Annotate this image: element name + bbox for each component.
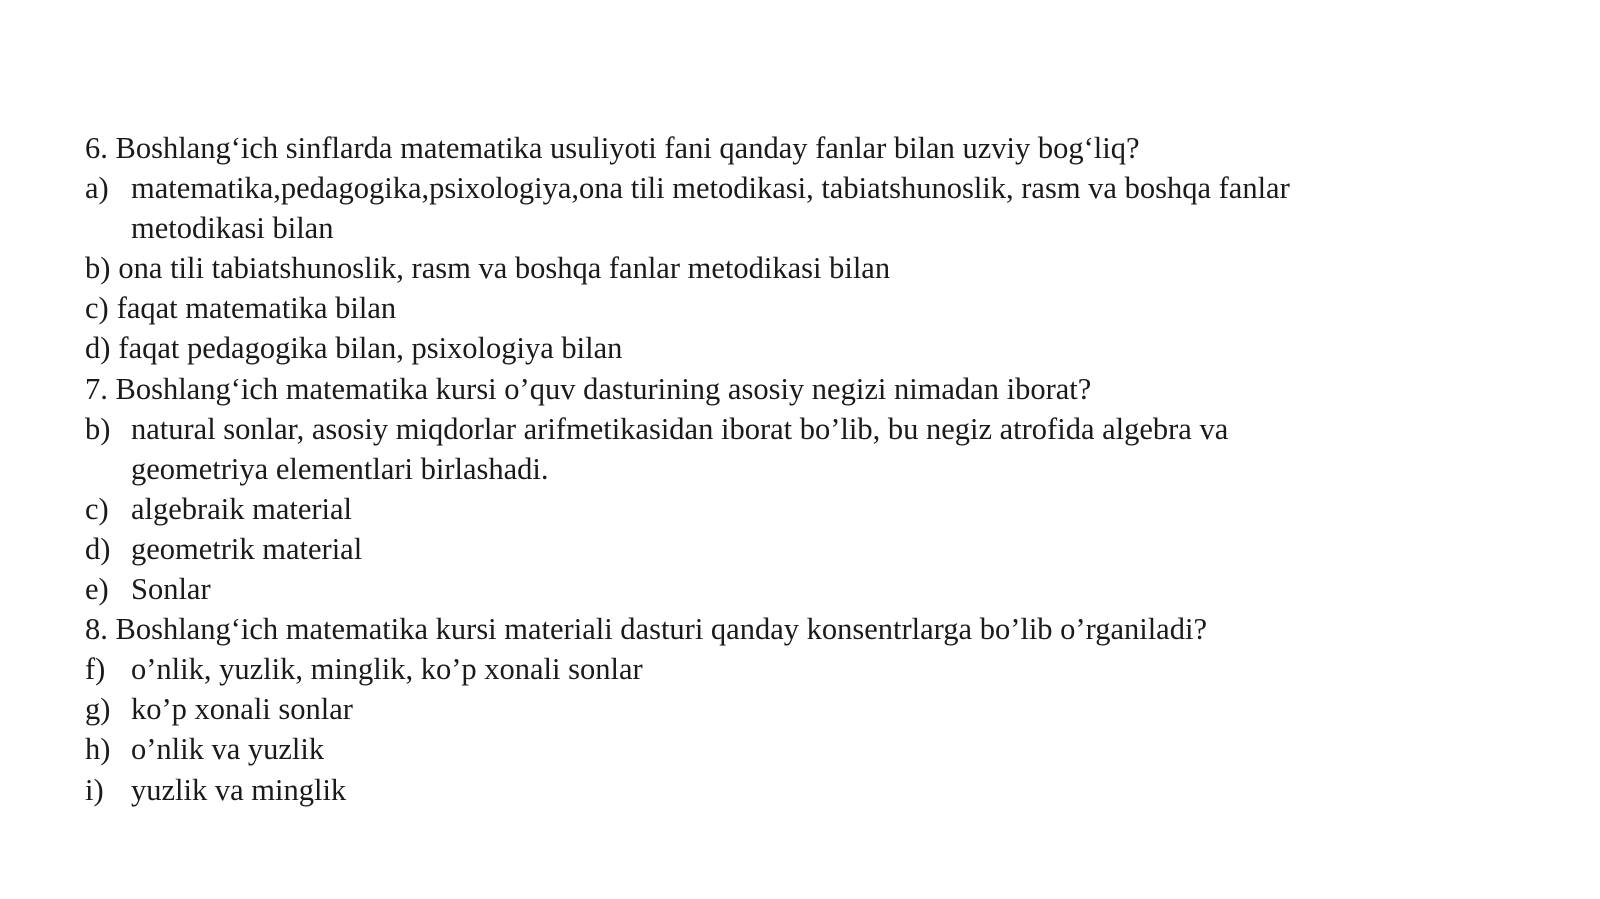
option-marker: g) bbox=[85, 692, 111, 727]
option-text: Sonlar bbox=[131, 572, 211, 607]
option-marker: h) bbox=[85, 732, 111, 767]
option-marker: b) bbox=[85, 411, 111, 446]
q7-option-c bbox=[85, 489, 1525, 529]
q8-option-h bbox=[85, 729, 1525, 769]
option-text: o’nlik, yuzlik, minglik, ko’p xonali sonlar bbox=[131, 652, 643, 687]
option-marker: f) bbox=[85, 652, 106, 687]
option-marker: d) bbox=[85, 531, 111, 566]
option-text: ko’p xonali sonlar bbox=[131, 692, 353, 727]
q6-option-a bbox=[85, 168, 1385, 248]
question-6: 6. Boshlang‘ich sinflarda matematika usuliyoti fani qanday fanlar bilan uzviy bog‘liq? bbox=[85, 131, 1140, 165]
option-marker: a) bbox=[85, 171, 109, 206]
question-8: 8. Boshlang‘ich matematika kursi materiali dasturi qanday konsentrlarga bo’lib o’rganiladi? bbox=[85, 612, 1207, 647]
q8-option-f bbox=[85, 649, 1525, 689]
q7-option-d bbox=[85, 529, 1525, 569]
q7-option-b bbox=[85, 409, 1345, 489]
option-marker: e) bbox=[85, 572, 109, 607]
option-text: matematika,pedagogika,psixologiya,ona tili metodikasi, tabiatshunoslik, rasm va boshqa fanlar metodikasi bilan bbox=[131, 171, 1290, 246]
option-marker: c) bbox=[85, 291, 109, 326]
option-text: faqat pedagogika bilan, psixologiya bilan bbox=[118, 331, 623, 366]
q6-option-d bbox=[85, 328, 1525, 368]
option-marker: d) bbox=[85, 331, 111, 366]
q6-option-b bbox=[85, 248, 1525, 288]
q7-option-e bbox=[85, 569, 1525, 609]
option-marker: c) bbox=[85, 491, 109, 526]
option-text: algebraik material bbox=[131, 491, 353, 526]
q8-option-g bbox=[85, 689, 1525, 729]
option-text: ona tili tabiatshunoslik, rasm va boshqa fanlar metodikasi bilan bbox=[118, 251, 891, 286]
option-text: o’nlik va yuzlik bbox=[131, 732, 325, 767]
option-marker: i) bbox=[85, 772, 104, 807]
option-text: natural sonlar, asosiy miqdorlar arifmetikasidan iborat bo’lib, bu negiz atrofida algebra va geometriya elementlari birlashadi. bbox=[131, 411, 1229, 486]
option-text: faqat matematika bilan bbox=[116, 291, 397, 326]
q8-option-i bbox=[85, 770, 1525, 810]
q6-option-c bbox=[85, 288, 1525, 328]
option-text: yuzlik va minglik bbox=[131, 772, 347, 807]
question-7: 7. Boshlang‘ich matematika kursi o’quv dasturining asosiy negizi nimadan iborat? bbox=[85, 371, 1092, 406]
option-marker: b) bbox=[85, 251, 111, 286]
option-text: geometrik material bbox=[131, 531, 363, 566]
slide-content bbox=[85, 128, 1525, 810]
